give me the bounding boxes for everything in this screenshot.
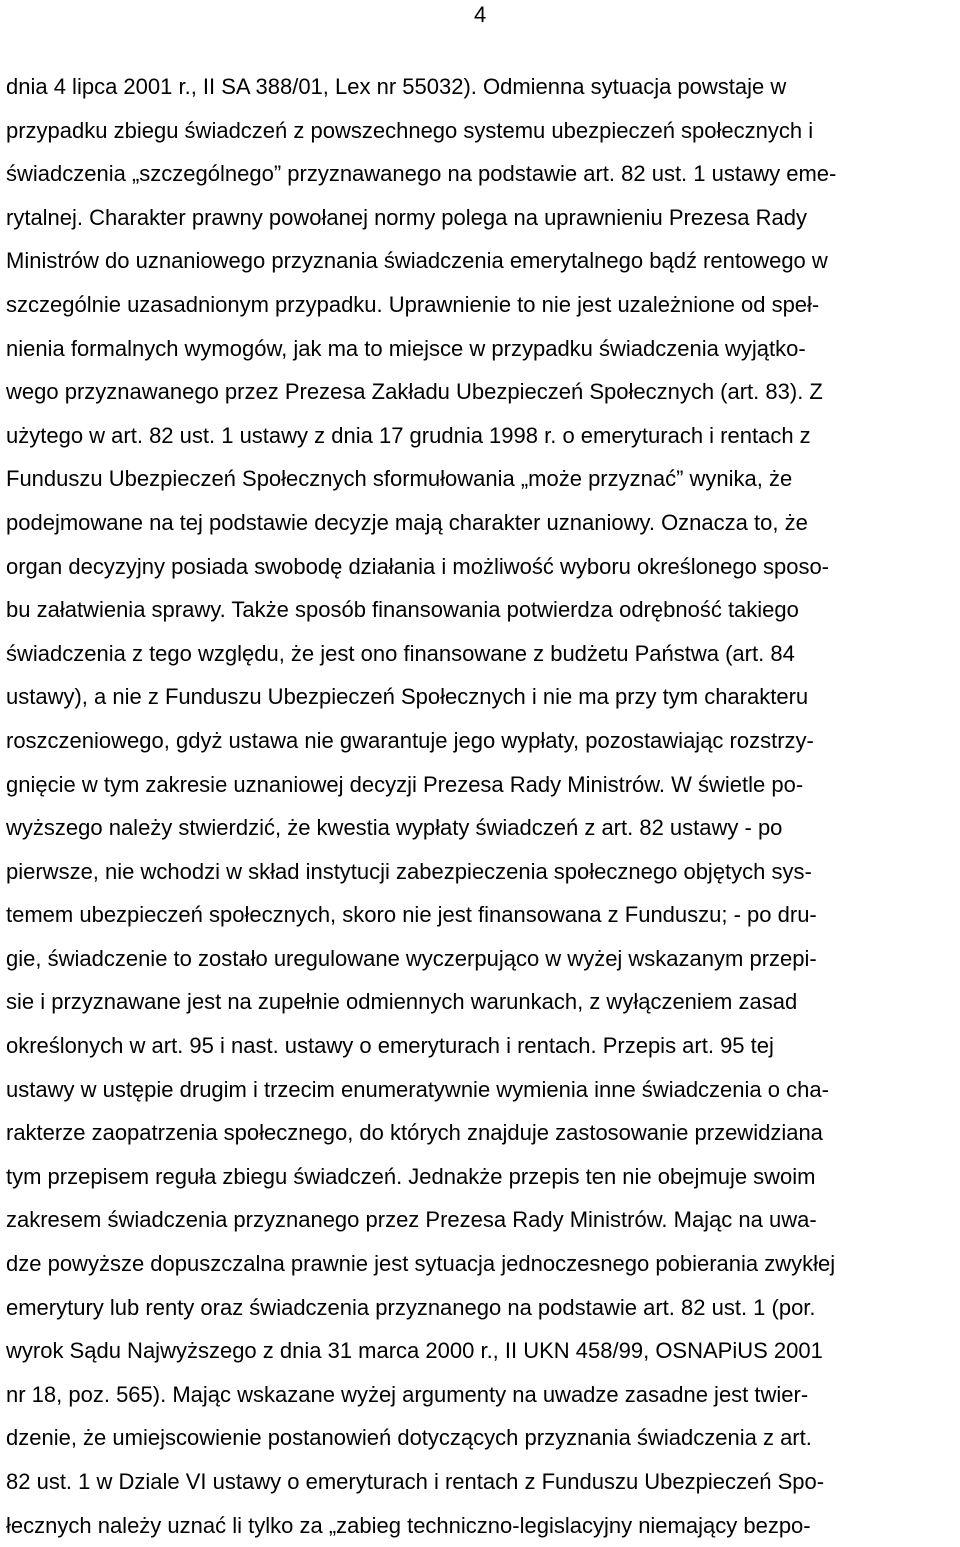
text-line: rytalnej. Charakter prawny powołanej normy polega na uprawnieniu Prezesa Rady xyxy=(6,204,807,230)
text-line: świadczenia „szczególnego” przyznawanego na podstawie art. 82 ust. 1 ustawy eme- xyxy=(6,161,837,187)
text-line: określonych w art. 95 i nast. ustawy o emeryturach i rentach. Przepis art. 95 tej xyxy=(6,1033,774,1059)
text-line: użytego w art. 82 ust. 1 ustawy z dnia 17 grudnia 1998 r. o emeryturach i rentach z xyxy=(6,422,811,448)
text-line: Ministrów do uznaniowego przyznania świadczenia emerytalnego bądź rentowego w xyxy=(6,248,828,274)
text-line: Funduszu Ubezpieczeń Społecznych sformułowania „może przyznać” wynika, że xyxy=(6,466,793,492)
text-line: nienia formalnych wymogów, jak ma to miejsce w przypadku świadczenia wyjątko- xyxy=(6,335,806,361)
text-line: zakresem świadczenia przyznanego przez Prezesa Rady Ministrów. Mając na uwa- xyxy=(6,1207,817,1233)
text-line: ustawy), a nie z Funduszu Ubezpieczeń Społecznych i nie ma przy tym charakteru xyxy=(6,684,809,710)
text-line: przypadku zbiegu świadczeń z powszechnego systemu ubezpieczeń społecznych i xyxy=(6,117,814,143)
text-line: rakterze zaopatrzenia społecznego, do których znajduje zastosowanie przewidziana xyxy=(6,1120,823,1146)
text-line: dnia 4 lipca 2001 r., II SA 388/01, Lex nr 55032). Odmienna sytuacja powstaje w xyxy=(6,74,787,99)
text-line: łecznych należy uznać li tylko za „zabieg techniczno-legislacyjny niemający bezpo- xyxy=(6,1512,811,1538)
text-line: szczególnie uzasadnionym przypadku. Uprawnienie to nie jest uzależnione od speł- xyxy=(6,291,820,317)
text-line: pierwsze, nie wchodzi w skład instytucji zabezpieczenia społecznego objętych sys- xyxy=(6,858,812,884)
text-line: podejmowane na tej podstawie decyzje mają charakter uznaniowy. Oznacza to, że xyxy=(6,509,808,535)
text-line: wyrok Sądu Najwyższego z dnia 31 marca 2000 r., II UKN 458/99, OSNAPiUS 2001 xyxy=(6,1338,823,1364)
text-line: sie i przyznawane jest na zupełnie odmiennych warunkach, z wyłączeniem zasad xyxy=(6,989,798,1015)
text-line: dze powyższe dopuszczalna prawnie jest sytuacja jednoczesnego pobierania zwykłej xyxy=(6,1251,836,1277)
text-line: ustawy w ustępie drugim i trzecim enumeratywnie wymienia inne świadczenia o cha- xyxy=(6,1076,829,1102)
text-line: nr 18, poz. 565). Mając wskazane wyżej argumenty na uwadze zasadne jest twier- xyxy=(6,1381,809,1407)
text-line: tym przepisem reguła zbiegu świadczeń. Jednakże przepis ten nie obejmuje swoim xyxy=(6,1163,816,1189)
page-number: 4 xyxy=(474,2,487,27)
text-line: gie, świadczenie to zostało uregulowane wyczerpująco w wyżej wskazanym przepi- xyxy=(6,945,817,971)
text-line: gnięcie w tym zakresie uznaniowej decyzji Prezesa Rady Ministrów. W świetle po- xyxy=(6,771,804,797)
text-line: emerytury lub renty oraz świadczenia przyznanego na podstawie art. 82 ust. 1 (por. xyxy=(6,1294,816,1320)
text-line: 82 ust. 1 w Dziale VI ustawy o emeryturach i rentach z Funduszu Ubezpieczeń Spo- xyxy=(6,1469,825,1494)
text-line: organ decyzyjny posiada swobodę działania i możliwość wyboru określonego sposo- xyxy=(6,553,830,579)
text-line: temem ubezpieczeń społecznych, skoro nie jest finansowana z Funduszu; - po dru- xyxy=(6,902,817,928)
text-line: wego przyznawanego przez Prezesa Zakładu Ubezpieczeń Społecznych (art. 83). Z xyxy=(6,379,823,405)
text-line: świadczenia z tego względu, że jest ono finansowane z budżetu Państwa (art. 84 xyxy=(6,640,795,666)
text-line: bu załatwienia sprawy. Także sposób finansowania potwierdza odrębność takiego xyxy=(6,597,799,623)
body-text xyxy=(6,65,956,1547)
text-line: wyższego należy stwierdzić, że kwestia wypłaty świadczeń z art. 82 ustawy - po xyxy=(6,815,783,841)
text-line: roszczeniowego, gdyż ustawa nie gwarantuje jego wypłaty, pozostawiając rozstrzy- xyxy=(6,727,814,753)
text-line: dzenie, że umiejscowienie postanowień dotyczących przyznania świadczenia z art. xyxy=(6,1425,812,1451)
